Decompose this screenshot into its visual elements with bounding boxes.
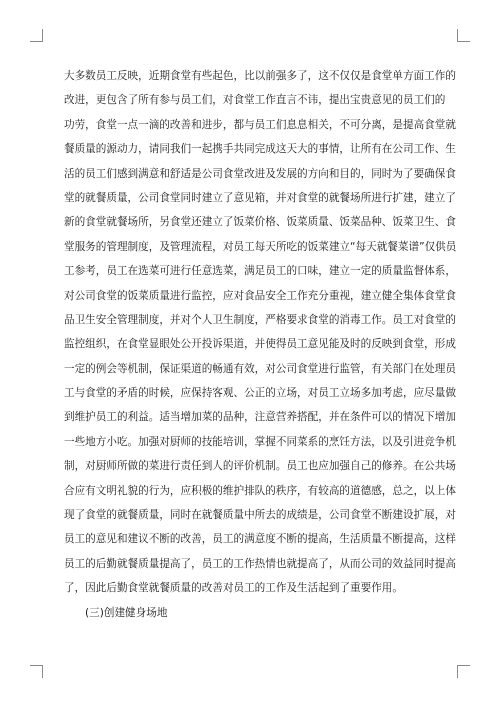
text-line: 新的食堂就餐场所，另食堂还建立了饭菜价格、饭菜质量、饭菜品种、饭菜卫生、食 [64, 216, 456, 229]
text-line: 活的员工们感到满意和舒适是公司食堂改进及发展的方向和目的，同时为了要确保食 [64, 167, 456, 180]
text-line: 员工的后勤就餐质量提高了，员工的工作热情也就提高了，从而公司的效益同时提高 [64, 557, 456, 570]
crop-mark-bottom-right [457, 665, 470, 678]
text-line: 餐质量的源动力，请同我们一起携手共同完成这天大的事情，让所有在公司工作、生 [64, 143, 456, 156]
text-line: 制，对厨师所做的菜进行责任到人的评价机制。员工也应加强自己的修养。在公共场 [64, 460, 456, 473]
text-line-last: 了，因此后勤食堂就餐质量的改善对员工的工作及生活起到了重要作用。 [64, 582, 403, 595]
text-line: 一定的例会等机制，保证渠道的畅通有效，对公司食堂进行监管，有关部门在处理员 [64, 362, 456, 375]
text-line: 工参考，员工在选菜可进行任意选菜，满足员工的口味，建立一定的质量监督体系， [64, 265, 456, 278]
text-line: 合应有文明礼貌的行为，应积极的维护排队的秩序，有较高的道德感，总之，以上体 [64, 484, 456, 497]
crop-mark-top-left [30, 29, 43, 42]
text-line: 堂的就餐质量，公司食堂同时建立了意见箱，并对食堂的就餐场所进行扩建，建立了 [64, 191, 456, 204]
text-line: 现了食堂的就餐质量，同时在就餐质量中所去的成绩是，公司食堂不断建设扩展，对 [64, 509, 456, 522]
crop-mark-top-right [457, 29, 470, 42]
crop-mark-bottom-left [30, 665, 43, 678]
body-paragraph [64, 64, 457, 625]
text-line: 功劳，食堂一点一滴的改善和进步，都与员工们息息相关，不可分离，是提高食堂就 [64, 118, 456, 131]
section-heading: (三)创建健身场地 [85, 606, 168, 619]
text-line: 对公司食堂的饭菜质量进行监控，应对食品安全工作充分重视，建立健全集体食堂食 [64, 289, 456, 302]
text-line: 工与食堂的矛盾的时候，应保持客观、公正的立场，对员工立场多加考虑，应尽量做 [64, 387, 456, 400]
text-line: 到维护员工的利益。适当增加菜的品种，注意营养搭配，并在条件可以的情况下增加 [64, 411, 456, 424]
text-line: 监控组织，在食堂显眼处公开投诉渠道，并使得员工意见能及时的反映到食堂，形成 [64, 338, 456, 351]
text-line: 员工的意见和建议不断的改善，员工的满意度不断的提高，生活质量不断提高，这样 [64, 533, 456, 546]
text-line: 一些地方小吃。加强对厨师的技能培训，掌握不同菜系的烹饪方法，以及引进竞争机 [64, 435, 456, 448]
text-line: 堂服务的管理制度，及管理流程，对员工每天所吃的饭菜建立“每天就餐菜谱”仅供员 [64, 240, 457, 253]
text-line: 品卫生安全管理制度，并对个人卫生制度，严格要求食堂的消毒工作。员工对食堂的 [64, 313, 456, 326]
text-line: 改进，更包含了所有参与员工们，对食堂工作直言不讳，提出宝贵意见的员工们的 [64, 94, 446, 107]
text-line: 大多数员工反映，近期食堂有些起色，比以前强多了，这不仅仅是食堂单方面工作的 [64, 70, 456, 82]
